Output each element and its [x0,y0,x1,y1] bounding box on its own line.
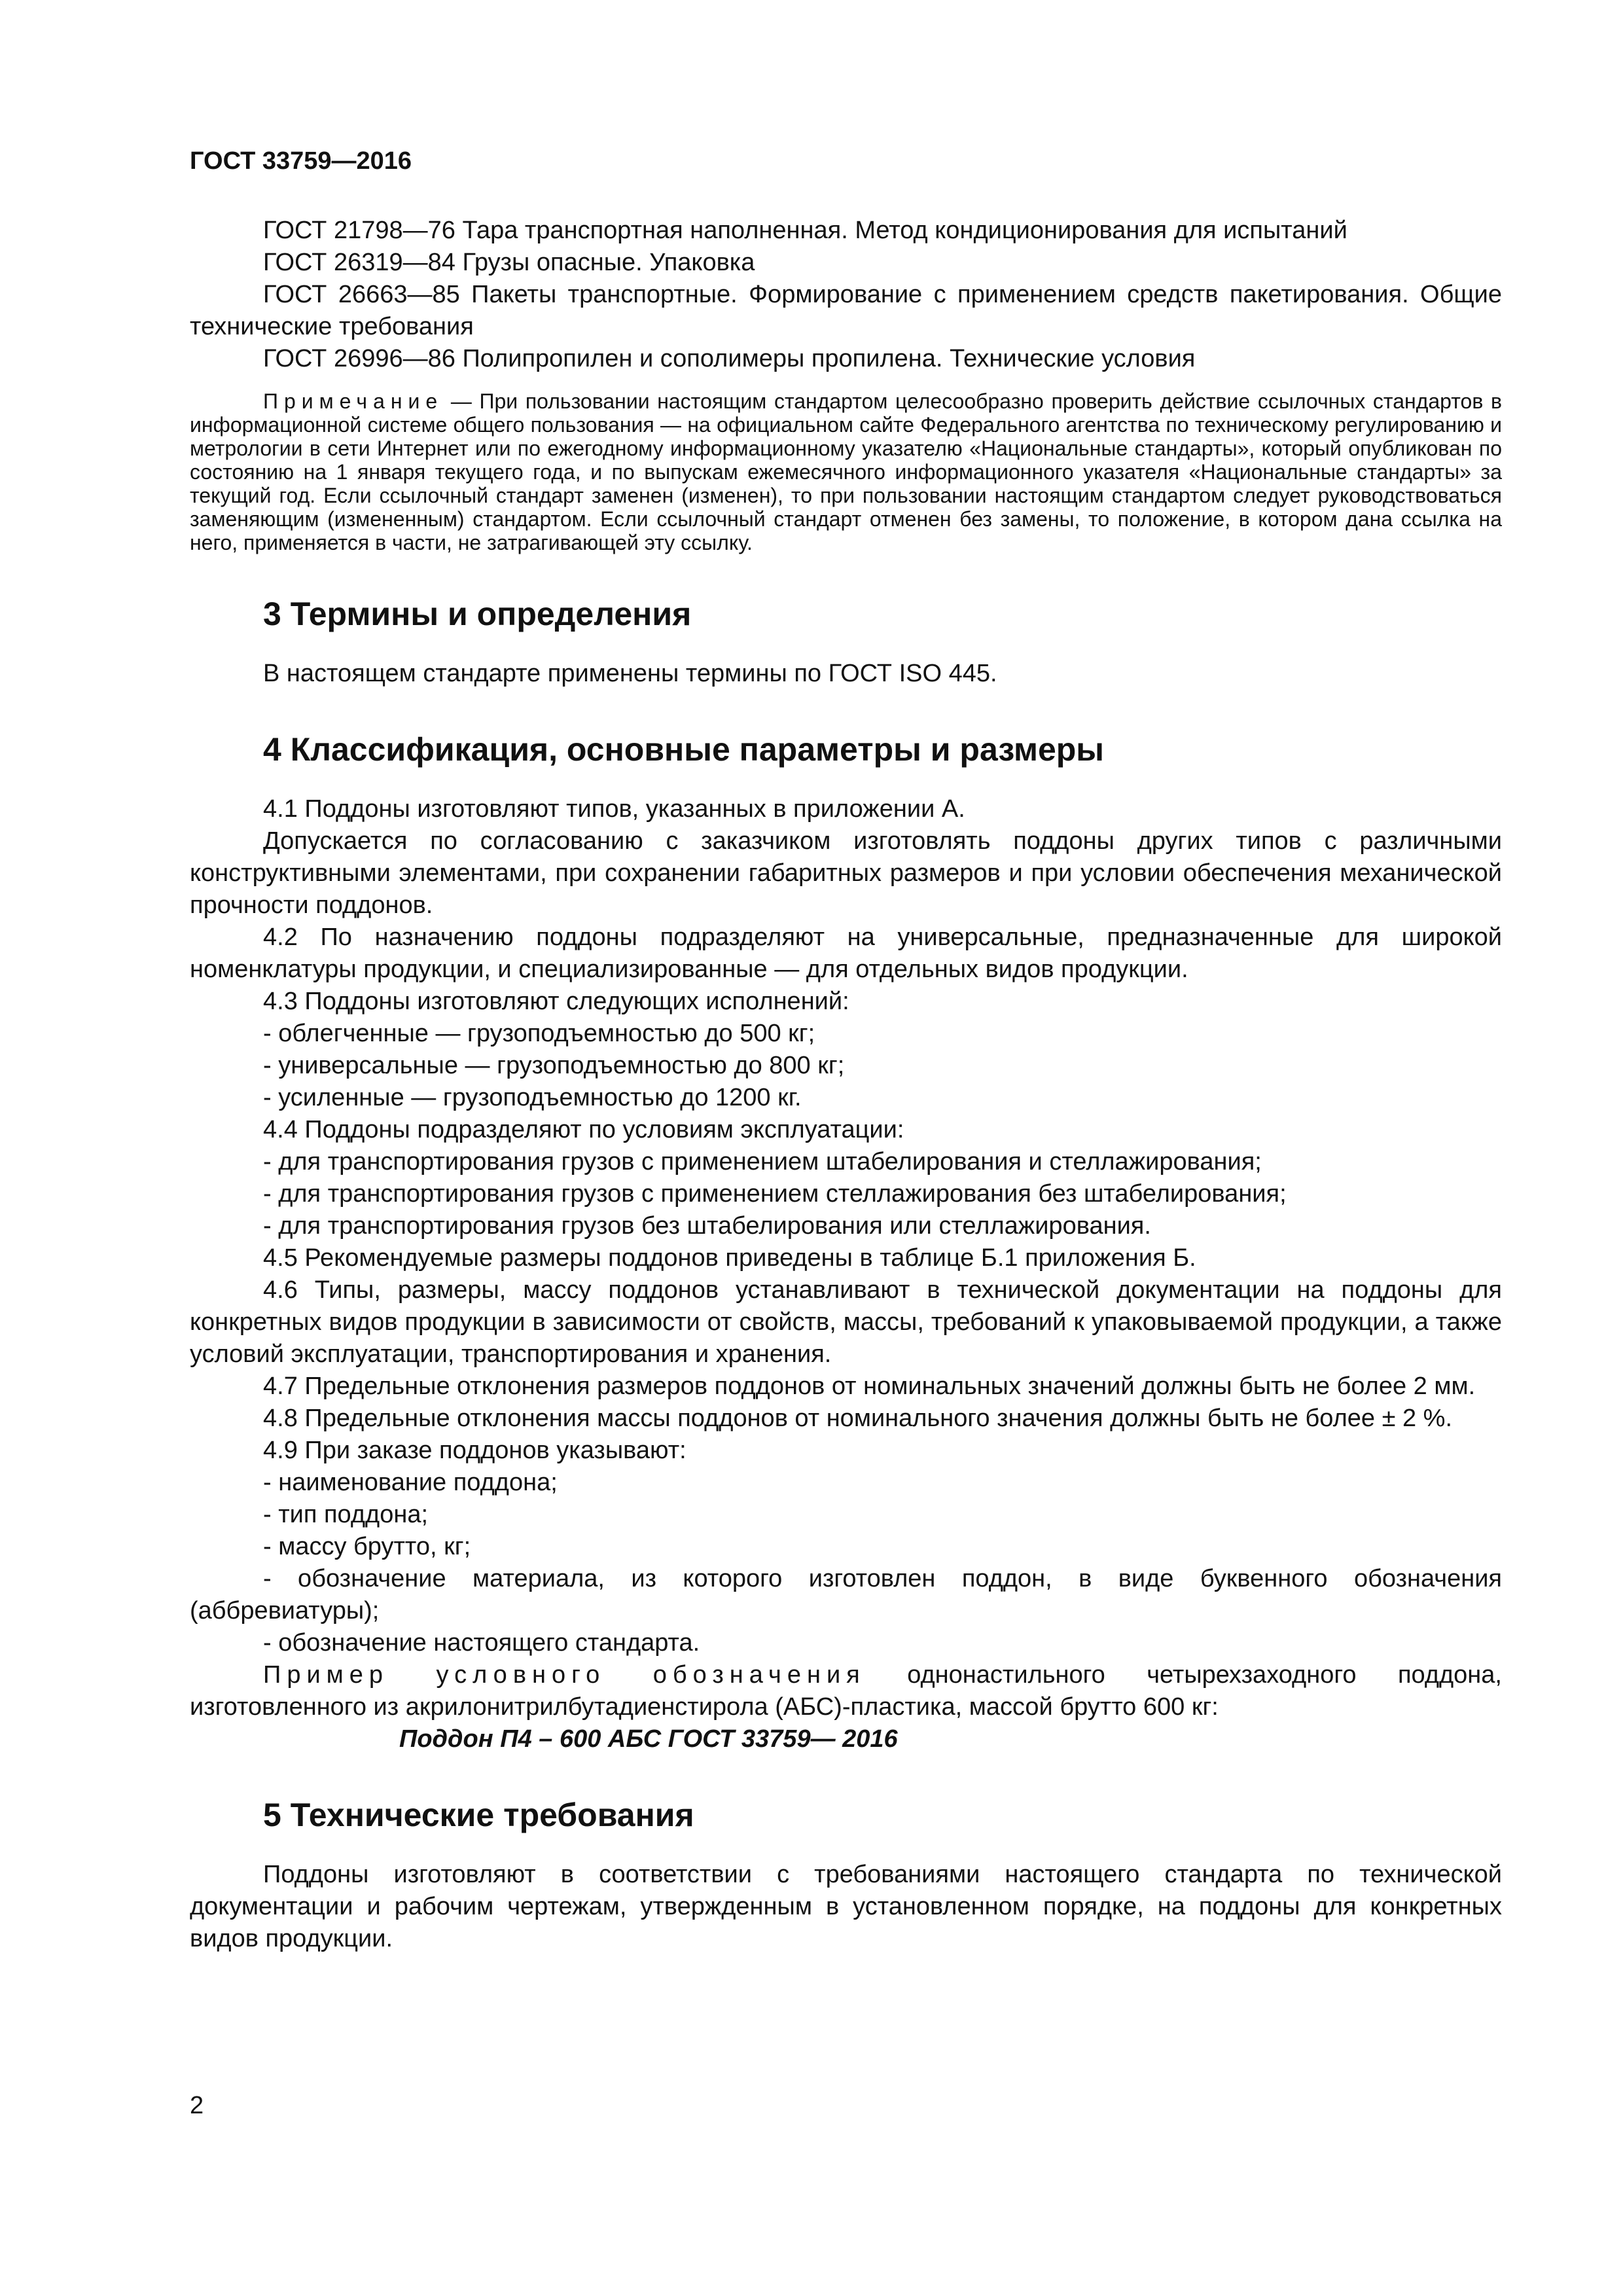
paragraph: 4.3 Поддоны изготовляют следующих исполнений: [263,988,849,1015]
section-3-title: 3 Термины и определения [263,596,692,632]
note-label: Примечание [263,389,444,413]
paragraph: 4.2 По назначению поддоны подразделяют на универсальные, предназначенные для широкой номенклатуры продукции, и специализированные — для отдельных видов продукции. [190,924,1502,983]
list-item: - массу брутто, кг; [263,1533,471,1560]
list-item: - обозначение настоящего стандарта. [263,1629,700,1657]
reference-item: ГОСТ 26996—86 Полипропилен и сополимеры пропилена. Технические условия [263,345,1196,372]
paragraph: 4.9 При заказе поддонов указывают: [263,1437,687,1464]
section-5-text: Поддоны изготовляют в соответствии с требованиями настоящего стандарта по технической документации и рабочим чертежам, утвержденным в установленном порядке, на поддоны для конкретных видов продукции. [190,1861,1502,1952]
paragraph: 4.1 Поддоны изготовляют типов, указанных в приложении А. [263,795,965,823]
list-item: - для транспортирования грузов с применением штабелирования и стеллажирования; [263,1148,1262,1175]
list-item: - обозначение материала, из которого изготовлен поддон, в виде буквенного обозначения (аббревиатуры); [190,1565,1502,1624]
list-item: - облегченные — грузоподъемностью до 500 кг; [263,1020,815,1047]
reference-item: ГОСТ 26319—84 Грузы опасные. Упаковка [263,249,755,276]
references-list [190,215,1502,375]
page-header: ГОСТ 33759—2016 [190,147,412,175]
reference-item: ГОСТ 21798—76 Тара транспортная наполненная. Метод кондиционирования для испытаний [263,217,1347,244]
paragraph: Допускается по согласованию с заказчиком изготовлять поддоны других типов с различными конструктивными элементами, при сохранении габаритных размеров и при условии обеспечения механической прочности поддонов. [190,827,1502,919]
reference-item: ГОСТ 26663—85 Пакеты транспортные. Формирование с применением средств пакетирования. Общие технические требования [190,281,1502,340]
list-item: - усиленные — грузоподъемностью до 1200 кг. [263,1084,802,1111]
paragraph: 4.7 Предельные отклонения размеров поддонов от номинальных значений должны быть не более 2 мм. [263,1372,1476,1400]
note-paragraph [190,389,1502,554]
note-text: — При пользовании настоящим стандартом целесообразно проверить действие ссылочных стандартов в информационной системе общего пользования — на официальном сайте Федерального агентства по техническому регулированию и метрологии в сети Интернет или по ежегодному информационному указателю «Национальные стандарты», который опубликован по состоянию на 1 января текущего года, и по выпускам ежемесячного информационного указателя «Национальные стандарты» за текущий год. Если ссылочный стандарт заменен (изменен), то при пользовании настоящим стандартом следует руководствоваться заменяющим (измененным) стандартом. Если ссылочный стандарт отменен без замены, то положение, в котором дана ссылка на него, применяется в части, не затрагивающей эту ссылку. [190,389,1502,554]
document-page [190,131,1502,1955]
section-4-title: 4 Классификация, основные параметры и размеры [263,731,1105,768]
paragraph: 4.6 Типы, размеры, массу поддонов устанавливают в технической документации на поддоны для конкретных видов продукции в зависимости от свойств, массы, требований к упаковываемой продукции, а также условий эксплуатации, транспортирования и хранения. [190,1276,1502,1368]
example-paragraph [190,1659,1502,1723]
paragraph: 4.8 Предельные отклонения массы поддонов от номинального значения должны быть не более ± 2 %. [263,1405,1453,1432]
list-item: - для транспортирования грузов без штабелирования или стеллажирования. [263,1212,1151,1240]
list-item: - для транспортирования грузов с применением стеллажирования без штабелирования; [263,1180,1287,1208]
list-item: - наименование поддона; [263,1469,558,1496]
section-3-text: В настоящем стандарте применены термины по ГОСТ ISO 445. [263,660,997,687]
section-5-title: 5 Технические требования [263,1797,694,1833]
page-number: 2 [190,2092,204,2119]
paragraph: 4.4 Поддоны подразделяют по условиям эксплуатации: [263,1116,904,1143]
paragraph: 4.5 Рекомендуемые размеры поддонов приведены в таблице Б.1 приложения Б. [263,1244,1196,1272]
example-label: Пример условного обозначения [263,1661,866,1689]
example-text: однонастильного четырехзаходного поддона, изготовленного из акрилонитрилбутадиенстирола (АБС)-пластика, массой брутто 600 кг: [190,1661,1502,1721]
example-designation: Поддон П4 – 600 АБС ГОСТ 33759— 2016 [399,1725,898,1753]
list-item: - тип поддона; [263,1501,429,1528]
list-item: - универсальные — грузоподъемностью до 800 кг; [263,1052,845,1079]
